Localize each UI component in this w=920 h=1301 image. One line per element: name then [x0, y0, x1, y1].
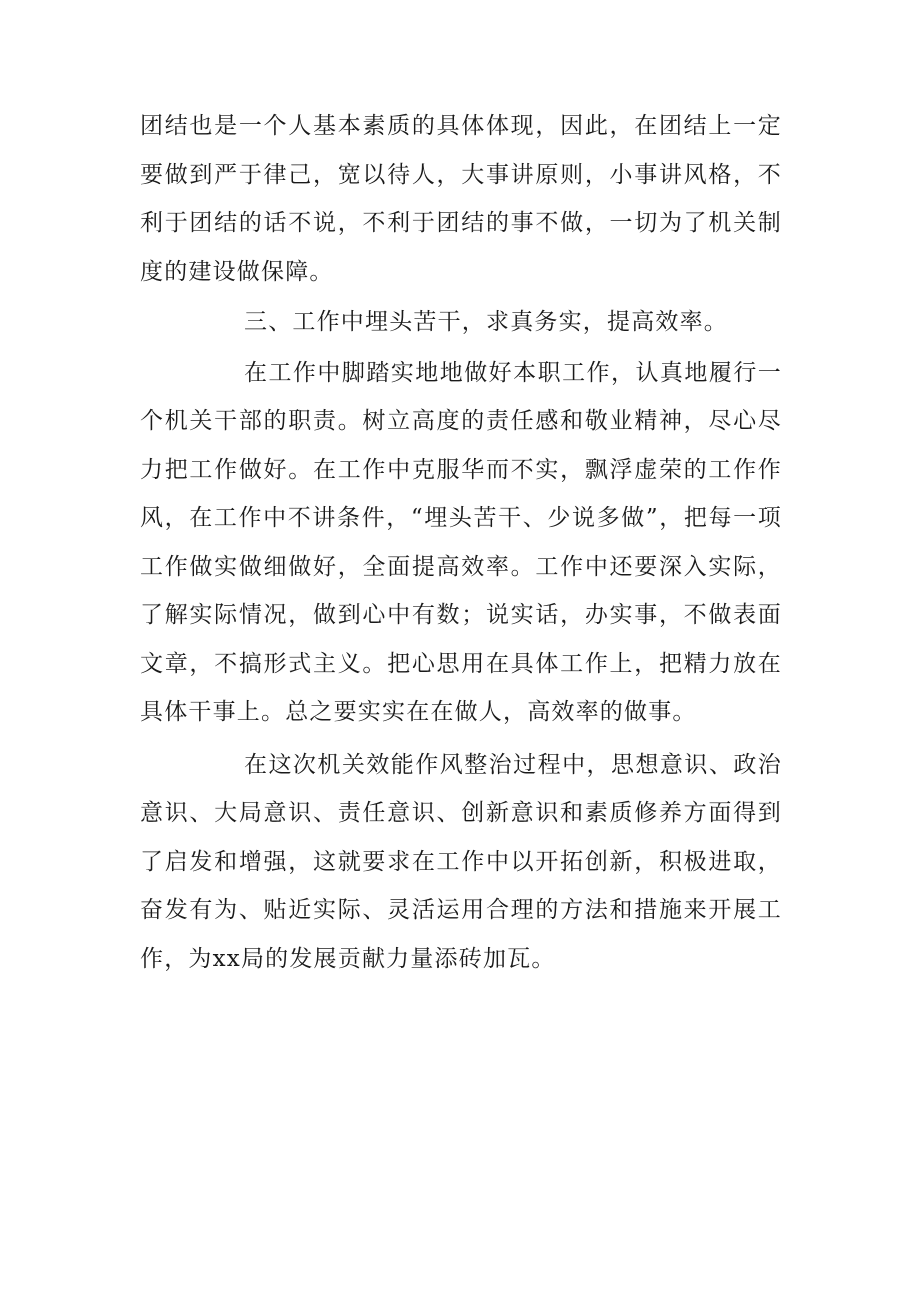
section-heading-three: 三、工作中埋头苦干，求真务实，提高效率。 — [244, 309, 728, 335]
document-body — [140, 102, 782, 983]
paragraph-unity: 团结也是一个人基本素质的具体体现，因此，在团结上一定要做到严于律己，宽以待人，大事讲原则，小事讲风格，不利于团结的话不说，不利于团结的事不做，一切为了机关制度的建设做保障。 — [140, 113, 782, 285]
paragraph-rectification: 在这次机关效能作风整治过程中，思想意识、政治意识、大局意识、责任意识、创新意识和素质修养方面得到了启发和增强，这就要求在工作中以开拓创新，积极进取，奋发有为、贴近实际、灵活运用合理的方法和措施来开展工作，为xx局的发展贡献力量添砖加瓦。 — [140, 751, 782, 972]
paragraph-hard-work: 在工作中脚踏实地地做好本职工作，认真地履行一个机关干部的职责。树立高度的责任感和敬业精神，尽心尽力把工作做好。在工作中克服华而不实，飘浮虚荣的工作作风，在工作中不讲条件，“埋头苦干、少说多做”，把每一项工作做实做细做好，全面提高效率。工作中还要深入实际，了解实际情况，做到心中有数；说实话，办实事，不做表面文章，不搞形式主义。把心思用在具体工作上，把精力放在具体干事上。总之要实实在在做人，高效率的做事。 — [140, 359, 782, 725]
